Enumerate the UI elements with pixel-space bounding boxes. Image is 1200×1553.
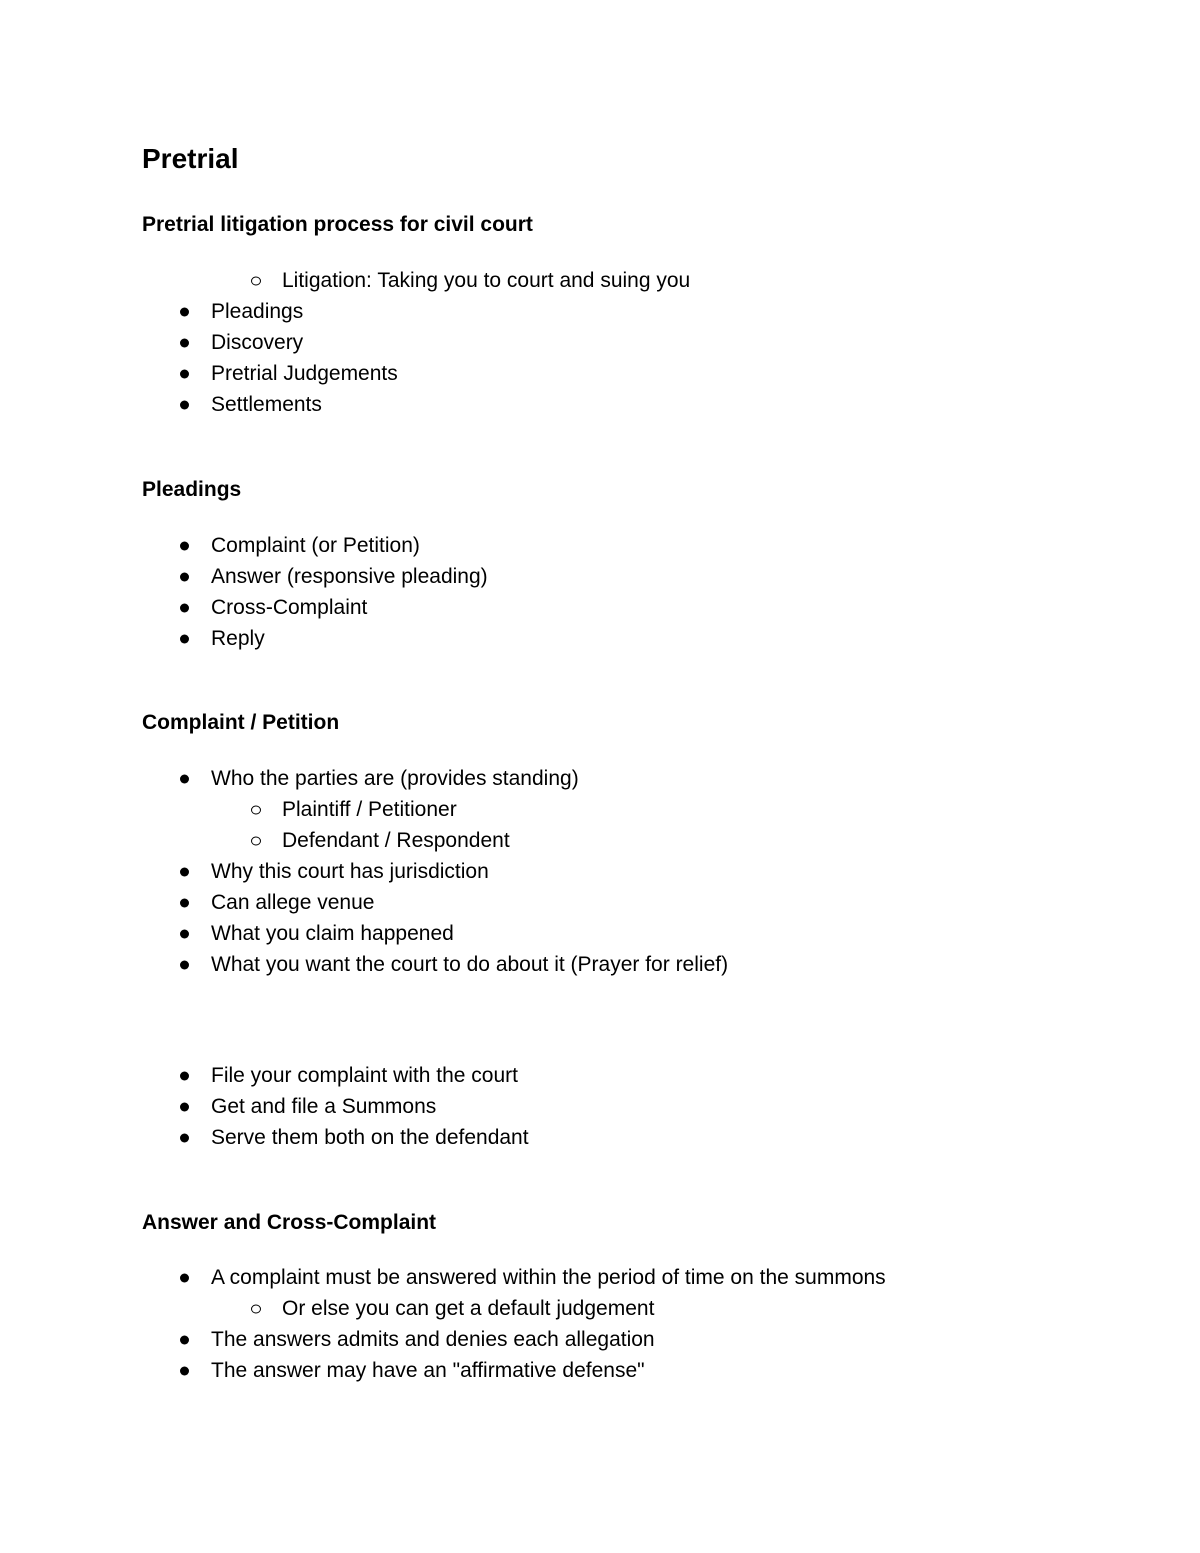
list-item: Serve them both on the defendant — [0, 1122, 529, 1153]
disc-bullet-icon — [180, 960, 189, 969]
list-item: Litigation: Taking you to court and suing you — [0, 265, 690, 296]
circle-bullet-icon — [251, 805, 261, 814]
list-item: Plaintiff / Petitioner — [0, 794, 728, 825]
list-item: A complaint must be answered within the period of time on the summons — [0, 1262, 886, 1293]
list-complaint-filing-steps — [0, 1060, 529, 1153]
disc-bullet-icon — [180, 603, 189, 612]
list-item: What you want the court to do about it (Prayer for relief) — [0, 949, 728, 980]
section-heading-pretrial-process: Pretrial litigation process for civil court — [142, 213, 533, 236]
list-item: Can allege venue — [0, 887, 728, 918]
circle-bullet-icon — [251, 836, 261, 845]
disc-bullet-icon — [180, 1102, 189, 1111]
list-item: Pleadings — [0, 296, 690, 327]
disc-bullet-icon — [180, 1133, 189, 1142]
disc-bullet-icon — [180, 307, 189, 316]
disc-bullet-icon — [180, 572, 189, 581]
disc-bullet-icon — [180, 338, 189, 347]
circle-bullet-icon — [251, 1304, 261, 1313]
disc-bullet-icon — [180, 898, 189, 907]
disc-bullet-icon — [180, 929, 189, 938]
disc-bullet-icon — [180, 634, 189, 643]
list-pleadings — [0, 530, 488, 654]
disc-bullet-icon — [180, 867, 189, 876]
list-pretrial-process — [0, 265, 690, 420]
list-item: Answer (responsive pleading) — [0, 561, 488, 592]
disc-bullet-icon — [180, 400, 189, 409]
disc-bullet-icon — [180, 541, 189, 550]
disc-bullet-icon — [180, 1273, 189, 1282]
list-item: Cross-Complaint — [0, 592, 488, 623]
list-complaint-petition — [0, 763, 728, 980]
list-item: Why this court has jurisdiction — [0, 856, 728, 887]
list-item: Reply — [0, 623, 488, 654]
list-item: Or else you can get a default judgement — [0, 1293, 886, 1324]
circle-bullet-icon — [251, 276, 261, 285]
list-answer-cross-complaint — [0, 1262, 886, 1386]
list-item: Who the parties are (provides standing) — [0, 763, 728, 794]
disc-bullet-icon — [180, 1366, 189, 1375]
list-item: The answers admits and denies each allegation — [0, 1324, 886, 1355]
disc-bullet-icon — [180, 369, 189, 378]
list-item: Complaint (or Petition) — [0, 530, 488, 561]
list-item: File your complaint with the court — [0, 1060, 529, 1091]
disc-bullet-icon — [180, 1071, 189, 1080]
list-item: Get and file a Summons — [0, 1091, 529, 1122]
list-item: Pretrial Judgements — [0, 358, 690, 389]
section-heading-pleadings: Pleadings — [142, 478, 242, 501]
page-title: Pretrial — [142, 143, 239, 174]
disc-bullet-icon — [180, 774, 189, 783]
section-heading-answer-cross-complaint: Answer and Cross-Complaint — [142, 1211, 437, 1234]
list-item: Settlements — [0, 389, 690, 420]
list-item: Discovery — [0, 327, 690, 358]
disc-bullet-icon — [180, 1335, 189, 1344]
section-heading-complaint-petition: Complaint / Petition — [142, 711, 340, 734]
list-item: The answer may have an "affirmative defense" — [0, 1355, 886, 1386]
list-item: Defendant / Respondent — [0, 825, 728, 856]
list-item: What you claim happened — [0, 918, 728, 949]
